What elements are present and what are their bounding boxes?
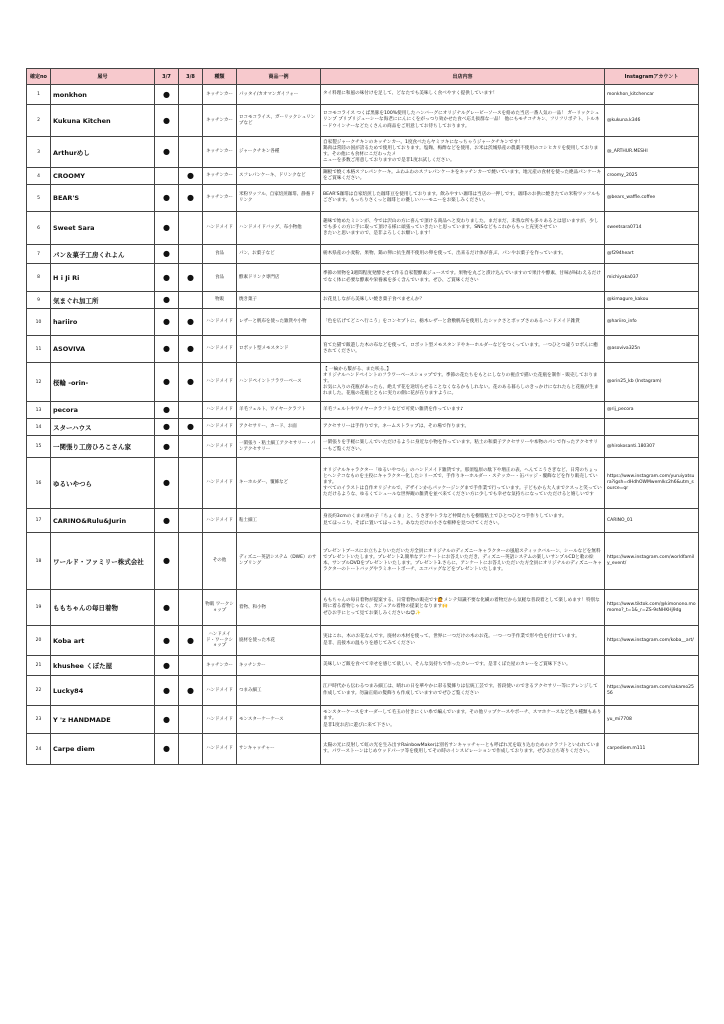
- category: キッチンカー: [203, 656, 237, 676]
- row-no: 6: [27, 212, 51, 245]
- day2-mark: [179, 436, 203, 458]
- day1-mark: ●: [155, 212, 179, 245]
- row-no: 23: [27, 706, 51, 734]
- description: 実はこれ、木のお花なんです。廃材の木材を使って、世界に一つだけの木のお花。一つ一つ手作業で形や色を付けています。 是非、直接木の温もりを感じてみてください: [321, 626, 605, 656]
- row-no: 1: [27, 85, 51, 105]
- product-example: モンスターケーケース: [237, 706, 321, 734]
- shop-name: ゆるいやつら: [51, 458, 155, 509]
- product-example: 酵素ドリンク専門店: [237, 264, 321, 292]
- instagram-account: croomy_2025: [605, 168, 699, 185]
- day2-mark: [179, 137, 203, 168]
- day1-mark: ●: [155, 264, 179, 292]
- table-row: [27, 137, 699, 168]
- day2-mark: [179, 245, 203, 264]
- product-example: キッチンカー: [237, 656, 321, 676]
- table-row: [27, 590, 699, 626]
- instagram-account: @hirokosanti.180307: [605, 436, 699, 458]
- table-row: [27, 309, 699, 336]
- instagram-account: sweetsara0714: [605, 212, 699, 245]
- category: ハンドメイド: [203, 734, 237, 765]
- product-example: 羊毛フェルト、ワイヤークラフト: [237, 402, 321, 419]
- row-no: 22: [27, 676, 51, 706]
- instagram-account: CARINO_01: [605, 509, 699, 533]
- shop-name: pecora: [51, 402, 155, 419]
- row-no: 7: [27, 245, 51, 264]
- table-row: [27, 185, 699, 212]
- category: ハンドメイド: [203, 458, 237, 509]
- description: モンスターケースをオーダーして毛玉の付きにくい糸で編んでいます。その他リップケースやポーチ、スマホケースなど色々種類もあります。 是非1度お店に遊びに来て下さい。: [321, 706, 605, 734]
- row-no: 15: [27, 436, 51, 458]
- description: 趣味で始めたミシンが、今では沢山の方に喜んで頂ける商品へと変わりました。まだまだ、未熟な所も多々あるとは思いますが、少しでも多くの方に手に取って頂ける様に頑張っていきたいと思っています。SNSなどもこれからもっと充実させてい きたいと思いますので、是非よろしくお願いします！: [321, 212, 605, 245]
- instagram-account: @kimagure_kakou: [605, 292, 699, 309]
- shop-name: 一関張り工房ひろこさん家: [51, 436, 155, 458]
- header-day2: 3/8: [179, 69, 203, 85]
- table-row: [27, 105, 699, 137]
- shop-name: Sweet Sara: [51, 212, 155, 245]
- day2-mark: ●: [179, 626, 203, 656]
- day1-mark: ●: [155, 105, 179, 137]
- product-example: サンキャッチャー: [237, 734, 321, 765]
- header-row: [27, 69, 699, 85]
- day2-mark: ●: [179, 336, 203, 363]
- description: 美味しいご飯を食べて幸せを感じて欲しい、そんな気持ちで作ったカレーです。是非くぼた屋のカレーをご賞味下さい。: [321, 656, 605, 676]
- instagram-account: https://www.instagram.com/sakamo2556: [605, 676, 699, 706]
- header-day1: 3/7: [155, 69, 179, 85]
- day2-mark: ●: [179, 168, 203, 185]
- description: 鋼板で焼く本格スフレパンケーキ。ふわふわのスフレパンケーキをキッチンカーで焼いています。地元産の食材を使った絶品パンケーキをご賞味ください。: [321, 168, 605, 185]
- day1-mark: ●: [155, 734, 179, 765]
- day2-mark: ●: [179, 676, 203, 706]
- product-example: 着物、和小物: [237, 590, 321, 626]
- category: キッチンカー: [203, 105, 237, 137]
- row-no: 20: [27, 626, 51, 656]
- instagram-account: michiyaka037: [605, 264, 699, 292]
- day1-mark: ●: [155, 436, 179, 458]
- table-body: [27, 85, 699, 765]
- shop-name: Carpe diem: [51, 734, 155, 765]
- row-no: 24: [27, 734, 51, 765]
- instagram-account: [605, 656, 699, 676]
- table-row: [27, 676, 699, 706]
- category: ハンドメイド: [203, 706, 237, 734]
- shop-name: H i Ji Ri: [51, 264, 155, 292]
- description: 太陽の光に反射して虹の光を生み出すRainbowMakerは別名サンキャッチャーとも呼ばれ光を取り込むためのクラフトといわれています。パワーストーンはじめウッドパーツ等を使用してその時のインスピレーションで作成しております。ぜひお立ち寄りください。: [321, 734, 605, 765]
- category: 食品: [203, 264, 237, 292]
- day2-mark: [179, 533, 203, 590]
- product-example: スフレパンケーキ、ドリンクなど: [237, 168, 321, 185]
- day2-mark: [179, 402, 203, 419]
- day2-mark: ●: [179, 264, 203, 292]
- row-no: 5: [27, 185, 51, 212]
- table-row: [27, 458, 699, 509]
- day1-mark: ●: [155, 292, 179, 309]
- day2-mark: ●: [179, 185, 203, 212]
- description: ももちゃんの毎日着物が提案する、日常着物の販売です🙋メンテ知識不要な化繊の着物だから気軽な普段着として楽しめます！特別な時に着る着物じゃなく、カジュアル着物の提案となります🙌 ぜひお手にとって見てお楽しみくださいね😊✨: [321, 590, 605, 626]
- instagram-account: [605, 419, 699, 436]
- description: 身長約3cmのくまの男の子「ちょくま」と、うさぎやトラなど仲間たちを樹脂粘土でひとつひとつ手作りしています。 見てほっこり、そばに置いてほっこり。あなただけの小さな相棒を見つけてください。: [321, 509, 605, 533]
- shop-name: monkhon: [51, 85, 155, 105]
- shop-name: 桜輪 -orin-: [51, 363, 155, 402]
- shop-name: ももちゃんの毎日着物: [51, 590, 155, 626]
- instagram-account: yu_mi7708: [605, 706, 699, 734]
- product-example: ロボット型メモスタンド: [237, 336, 321, 363]
- table-row: [27, 706, 699, 734]
- category: キッチンカー: [203, 137, 237, 168]
- shop-name: Arthurめし: [51, 137, 155, 168]
- category: ハンドメイド・ワークショップ: [203, 626, 237, 656]
- day2-mark: [179, 590, 203, 626]
- day2-mark: [179, 734, 203, 765]
- day2-mark: [179, 458, 203, 509]
- table-row: [27, 264, 699, 292]
- category: ハンドメイド: [203, 212, 237, 245]
- day1-mark: ●: [155, 590, 179, 626]
- instagram-account: @rij_pecora: [605, 402, 699, 419]
- product-example: パッタイ/カオマンガイフォー: [237, 85, 321, 105]
- table-row: [27, 85, 699, 105]
- description: 「色を広げてどこへ行こう」をコンセプトに、栃木レザーと倉敷帆布を使用したシックさとポップさのあるハンドメイド雑貨: [321, 309, 605, 336]
- description: アクセサリーは手作りです。ネームストラップは、その場で作ります。: [321, 419, 605, 436]
- description: 【 一輪から繋がる、また咲る。】 オリジナルハンドペイントのフラワーベースショップです。季節の花たちをもとにしなりの視点で描いた花瓶を制作・販売しております。 お気に入りの花瓶があったら、絶えず花を途切らせることなくなるかもしれない。花のある暮らしのきっかけになれたらと花瓶が生まれました。花瓶の花瓶とともに実力の側に花が在りますように。: [321, 363, 605, 402]
- shop-name: hariiro: [51, 309, 155, 336]
- category: 物販 ワークショップ: [203, 590, 237, 626]
- header-product: 商品一例: [237, 69, 321, 85]
- table-row: [27, 656, 699, 676]
- day2-mark: [179, 706, 203, 734]
- description: プレゼントブースにお立ちよりいただいた方全員にオリジナルのディズニーキャラクターの風船スティックバルーン、シールなどを無料でプレゼントいたします。プレゼント2,簡単なアンケートにお答えいただき、ディズニー英語システムの楽しいサンプルCDと歌の絵本、サンプルDVDをプレゼントいたします。プレゼント3.さらに、アンケートにお答えいただいた方全員にオリジナルのディズニーキャラクターのトートバッグやラミネートポーチ、エコバッグなどをプレゼントいたします。: [321, 533, 605, 590]
- row-no: 21: [27, 656, 51, 676]
- row-no: 13: [27, 402, 51, 419]
- description: BEAR'S珈琲は自家焙煎した珈琲豆を使用しております。飲みやすい珈琲は当店の一押しです。珈琲のお供に焼きたての米粉ワッフルもございます。もっちりさくっと珈琲との優しいハーモニーをお楽しみください。: [321, 185, 605, 212]
- row-no: 14: [27, 419, 51, 436]
- header-name: 屋号: [51, 69, 155, 85]
- day2-mark: [179, 212, 203, 245]
- shop-name: CROOMY: [51, 168, 155, 185]
- product-example: ディズニー英語システム（DWE）のサンプリング: [237, 533, 321, 590]
- day1-mark: ●: [155, 533, 179, 590]
- row-no: 11: [27, 336, 51, 363]
- description: 江戸時代から伝わるつまみ細工は、晴れの日を華やかに彩る髪飾りは伝統工芸です。普段使いのできるアクセサリー等にアレンジして作成しています。勿論正絹の髪飾りも作成していますのでぜひご覧ください: [321, 676, 605, 706]
- product-example: つまみ細工: [237, 676, 321, 706]
- day2-mark: [179, 509, 203, 533]
- shop-name: パン＆菓子工房くれよん: [51, 245, 155, 264]
- header-category: 種類: [203, 69, 237, 85]
- instagram-account: @bears_waffle.coffee: [605, 185, 699, 212]
- instagram-account: https://www.instagram.com/worldfamily_event/: [605, 533, 699, 590]
- table-row: [27, 245, 699, 264]
- day2-mark: [179, 105, 203, 137]
- instagram-account: @f294heart: [605, 245, 699, 264]
- day2-mark: [179, 656, 203, 676]
- row-no: 18: [27, 533, 51, 590]
- day2-mark: ●: [179, 419, 203, 436]
- day1-mark: ●: [155, 363, 179, 402]
- description: お花見しながら美味しい焼き菓子食べませんか？: [321, 292, 605, 309]
- row-no: 2: [27, 105, 51, 137]
- table-row: [27, 363, 699, 402]
- day1-mark: ●: [155, 706, 179, 734]
- day1-mark: ●: [155, 185, 179, 212]
- row-no: 4: [27, 168, 51, 185]
- day1-mark: ●: [155, 137, 179, 168]
- category: ハンドメイド: [203, 676, 237, 706]
- shop-name: khushee くぼた屋: [51, 656, 155, 676]
- row-no: 10: [27, 309, 51, 336]
- day1-mark: ●: [155, 509, 179, 533]
- shop-name: Y 'z HANDMADE: [51, 706, 155, 734]
- category: その他: [203, 533, 237, 590]
- instagram-account: @kukuna.k346: [605, 105, 699, 137]
- table-row: [27, 168, 699, 185]
- instagram-account: carpediem.m111: [605, 734, 699, 765]
- category: ハンドメイド: [203, 336, 237, 363]
- category: キッチンカー: [203, 185, 237, 212]
- exhibitor-table: [26, 68, 699, 765]
- product-example: アクセサリー、カード、お面: [237, 419, 321, 436]
- row-no: 9: [27, 292, 51, 309]
- product-example: レザーと帆布を使った雑貨や小物: [237, 309, 321, 336]
- table-row: [27, 509, 699, 533]
- description: 育てた猫で飯遊した木の布などを使って、ロボット型メモスタンドやキーホルダーなどをつくっています。一つひとつ違うロボんに癒されてください。: [321, 336, 605, 363]
- table-row: [27, 436, 699, 458]
- day2-mark: [179, 85, 203, 105]
- table-row: [27, 533, 699, 590]
- row-no: 16: [27, 458, 51, 509]
- instagram-account: @asoviva325n: [605, 336, 699, 363]
- day1-mark: ●: [155, 309, 179, 336]
- product-example: ハンドメイドバッグ、布小物他: [237, 212, 321, 245]
- category: キッチンカー: [203, 168, 237, 185]
- product-example: ジャークチキン各種: [237, 137, 321, 168]
- instagram-account: https://www.tiktok.com/@kimonono.momomo?_t=1&_r=ZS-9sNHKHj9dg: [605, 590, 699, 626]
- instagram-account: @hariiro_info: [605, 309, 699, 336]
- table-row: [27, 336, 699, 363]
- instagram-account: https://www.instagram.com/yuruiyatsura?igsh=dHdhOWMwemlkc2h6&utm_source=qr: [605, 458, 699, 509]
- description: タイ料理に和風の味付けを足して、どなたでも美味しく食べやすく提供しています！: [321, 85, 605, 105]
- table-row: [27, 292, 699, 309]
- day1-mark: [155, 168, 179, 185]
- category: 食品: [203, 245, 237, 264]
- day1-mark: ●: [155, 656, 179, 676]
- row-no: 12: [27, 363, 51, 402]
- header-instagram: Instagramアカウント: [605, 69, 699, 85]
- row-no: 8: [27, 264, 51, 292]
- product-example: 一閑張り・粘土細工アクセサリー・パンアクセサリー: [237, 436, 321, 458]
- table-row: [27, 402, 699, 419]
- category: ハンドメイド: [203, 436, 237, 458]
- day1-mark: ●: [155, 336, 179, 363]
- day1-mark: ●: [155, 626, 179, 656]
- row-no: 3: [27, 137, 51, 168]
- instagram-account: @_ARTHUR.MESHI: [605, 137, 699, 168]
- description: ロコモコライス つくば黒豚を100%使用したハンバーグにオリジナルグレービーソースを絡めた当店一番人気の一品！ ガーリックシュリンプ プリプリジューシーな海老ににんにくをがっつり効かせた食べ応え抜群な一品！ 他にもモチコチキン、フリフリポテト、トルネードウインナーなどたくさんの商品をご用意してお待ちしております。: [321, 105, 605, 137]
- shop-name: CARINO&Rulu&Jurin: [51, 509, 155, 533]
- instagram-account: https://www.instagram.com/koba__art/: [605, 626, 699, 656]
- day2-mark: [179, 292, 203, 309]
- description: 栃木県産の小麦粉、果物、鶏の卵に抗生剤不使用の卵を使って、出来るだけ体が喜ぶ、パンやお菓子を作っています。: [321, 245, 605, 264]
- product-example: 粘土細工: [237, 509, 321, 533]
- day1-mark: ●: [155, 402, 179, 419]
- row-no: 19: [27, 590, 51, 626]
- shop-name: 気まぐれ加工所: [51, 292, 155, 309]
- description: 羊毛フェルトやワイヤークラフトなどで可愛い雑貨を作っています♪: [321, 402, 605, 419]
- product-example: 米粉ワッフル、自家焙煎珈琲、静養ドリンク: [237, 185, 321, 212]
- table-row: [27, 212, 699, 245]
- category: ハンドメイド: [203, 363, 237, 402]
- description: オリジナルキャラクター「ゆるいやつら」のハンドメイド雑貨です。那須塩原の駄下や増正の表、へんてこうさぎなど、日常のちょっとへンテコなものを主役にキャラクター化したシリーズで、手作りキーホルダー・ステッカー・缶バッジ・覆飾などを作り販売しています。 すべてのイラストは自作オリジナルで、デザインからパッケージングまで手作業で行っています。子どもから大人までクスっと笑っていただけるような、ゆるくてシュールな世界観の雑貨を並べ来てください方に少しでも幸せな気持ちになっていただけると嬉しいです: [321, 458, 605, 509]
- category: ハンドメイド: [203, 309, 237, 336]
- category: キッチンカー: [203, 85, 237, 105]
- category: ハンドメイド: [203, 402, 237, 419]
- shop-name: ワールド・ファミリー株式会社: [51, 533, 155, 590]
- day2-mark: ●: [179, 309, 203, 336]
- day2-mark: ●: [179, 363, 203, 402]
- description: 季節の果物を3週間程度発酵させて作る自家製酵素ジュースです。果物を丸ごと漬け込んでいますので果汁や酵素、甘味が味わえるだけでなく体に必要な酵素や栄養素を多く含んでいます。ぜひ、ご賞味ください: [321, 264, 605, 292]
- header-description: 出店内容: [321, 69, 605, 85]
- shop-name: Lucky84: [51, 676, 155, 706]
- product-example: 焼き菓子: [237, 292, 321, 309]
- row-no: 17: [27, 509, 51, 533]
- instagram-account: monkhon_kitchencar: [605, 85, 699, 105]
- table-row: [27, 626, 699, 656]
- product-example: キーホルダー、覆飾など: [237, 458, 321, 509]
- day1-mark: ●: [155, 245, 179, 264]
- category: ハンドメイド: [203, 509, 237, 533]
- description: 自家製ジャークチキンのキッチンカー。1度食べたらヤミツキになっちゃうジャークチキンです！ 鶏肉は常陸の国が誇るためで使用しております。塩麹、梅酢などを使用、お米は茨城県産の農薬不使用のコシヒカリを使用しております。その他にも食材にこだわったメ ニューを多数ご用意しておりますので是非1度お試しください。: [321, 137, 605, 168]
- category: 物販: [203, 292, 237, 309]
- shop-name: BEAR'S: [51, 185, 155, 212]
- day1-mark: ●: [155, 458, 179, 509]
- product-example: 廃材を使った木花: [237, 626, 321, 656]
- shop-name: Koba art: [51, 626, 155, 656]
- shop-name: Kukuna Kitchen: [51, 105, 155, 137]
- day1-mark: ●: [155, 419, 179, 436]
- table-row: [27, 734, 699, 765]
- shop-name: ASOVIVA: [51, 336, 155, 363]
- product-example: ロコモコライス、ガーリックシュリンプなど: [237, 105, 321, 137]
- header-no: 確定no: [27, 69, 51, 85]
- product-example: ハンドペイントフラワーベース: [237, 363, 321, 402]
- shop-name: スターハウス: [51, 419, 155, 436]
- product-example: パン、お菓子など: [237, 245, 321, 264]
- description: 一閑張りを手軽に楽しんでいただけるように身近な小物を作っています。粘土の和菓子アクセサリーや本物のパンで作ったアクセサリーもご覧ください。: [321, 436, 605, 458]
- category: ハンドメイド: [203, 419, 237, 436]
- instagram-account: @orin25_kb (Instagram): [605, 363, 699, 402]
- table-row: [27, 419, 699, 436]
- day1-mark: ●: [155, 676, 179, 706]
- day1-mark: ●: [155, 85, 179, 105]
